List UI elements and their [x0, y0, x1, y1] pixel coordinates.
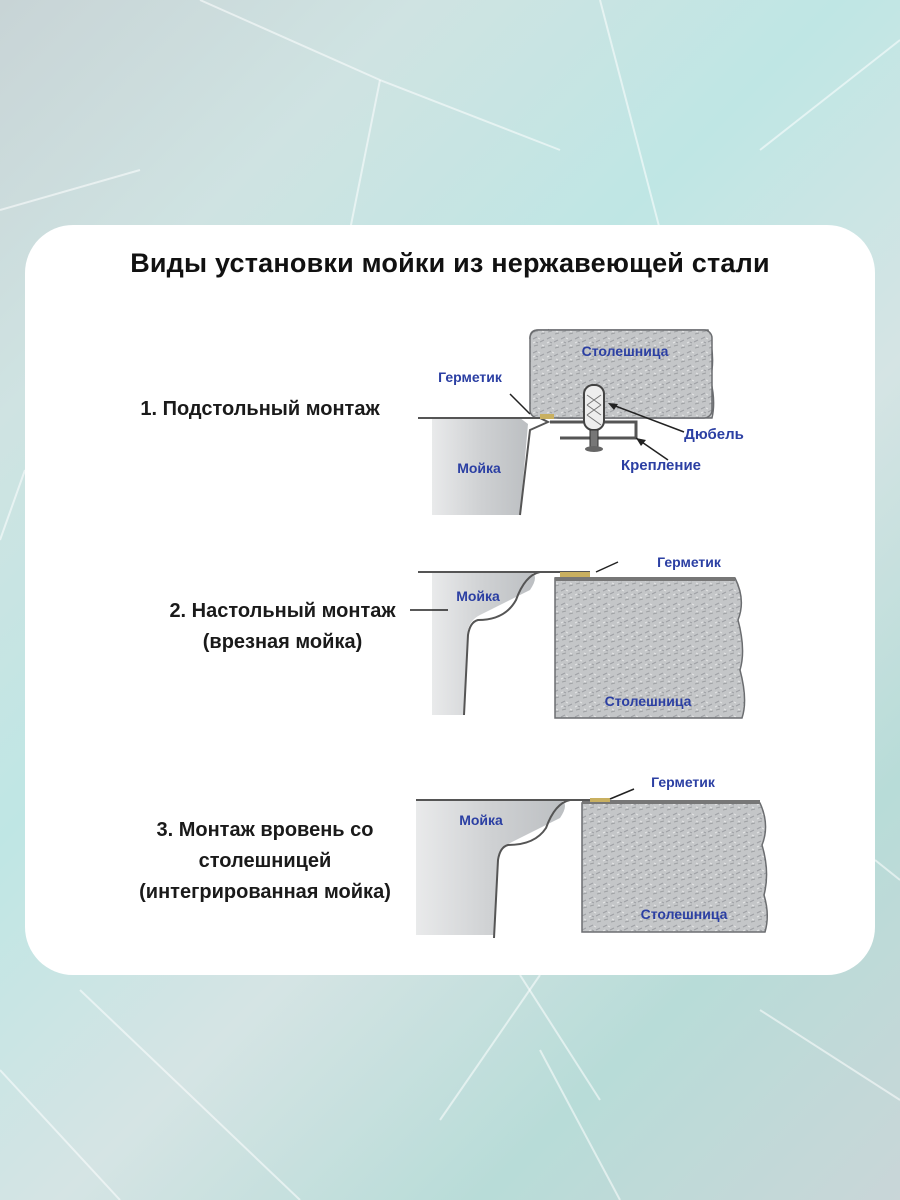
- method-3-label-line1: 3. Монтаж вровень со: [156, 819, 374, 841]
- label-countertop-1: Столешница: [581, 343, 669, 359]
- label-sink-2: Мойка: [456, 588, 500, 604]
- label-bracket-1: Крепление: [620, 457, 702, 474]
- diagram-3: [416, 774, 767, 938]
- method-3-label-line2: столешницей: [198, 850, 332, 872]
- diagram-2: [410, 554, 745, 718]
- label-sink-1: Мойка: [457, 460, 501, 476]
- label-sealant-1: Герметик: [438, 369, 502, 385]
- method-2-label-line2: (врезная мойка): [202, 631, 363, 653]
- label-sealant-2: Герметик: [657, 554, 721, 570]
- method-1-label-text: 1. Подстольный монтаж: [140, 398, 380, 420]
- method-2-label-line1: 2. Настольный монтаж: [169, 600, 396, 622]
- sealant-3: [590, 798, 610, 802]
- diagram-1: [418, 330, 744, 515]
- label-countertop-3: Столешница: [640, 906, 728, 922]
- label-dowel-1: Дюбель: [684, 426, 744, 443]
- sealant-2: [560, 572, 590, 577]
- label-sink-3: Мойка: [459, 812, 503, 828]
- method-3-label-line3: (интегрированная мойка): [139, 881, 391, 903]
- label-sealant-3: Герметик: [651, 774, 715, 790]
- label-countertop-2: Столешница: [604, 693, 692, 709]
- page-title: Виды установки мойки из нержавеющей стали: [130, 248, 770, 278]
- sealant-1: [540, 414, 554, 419]
